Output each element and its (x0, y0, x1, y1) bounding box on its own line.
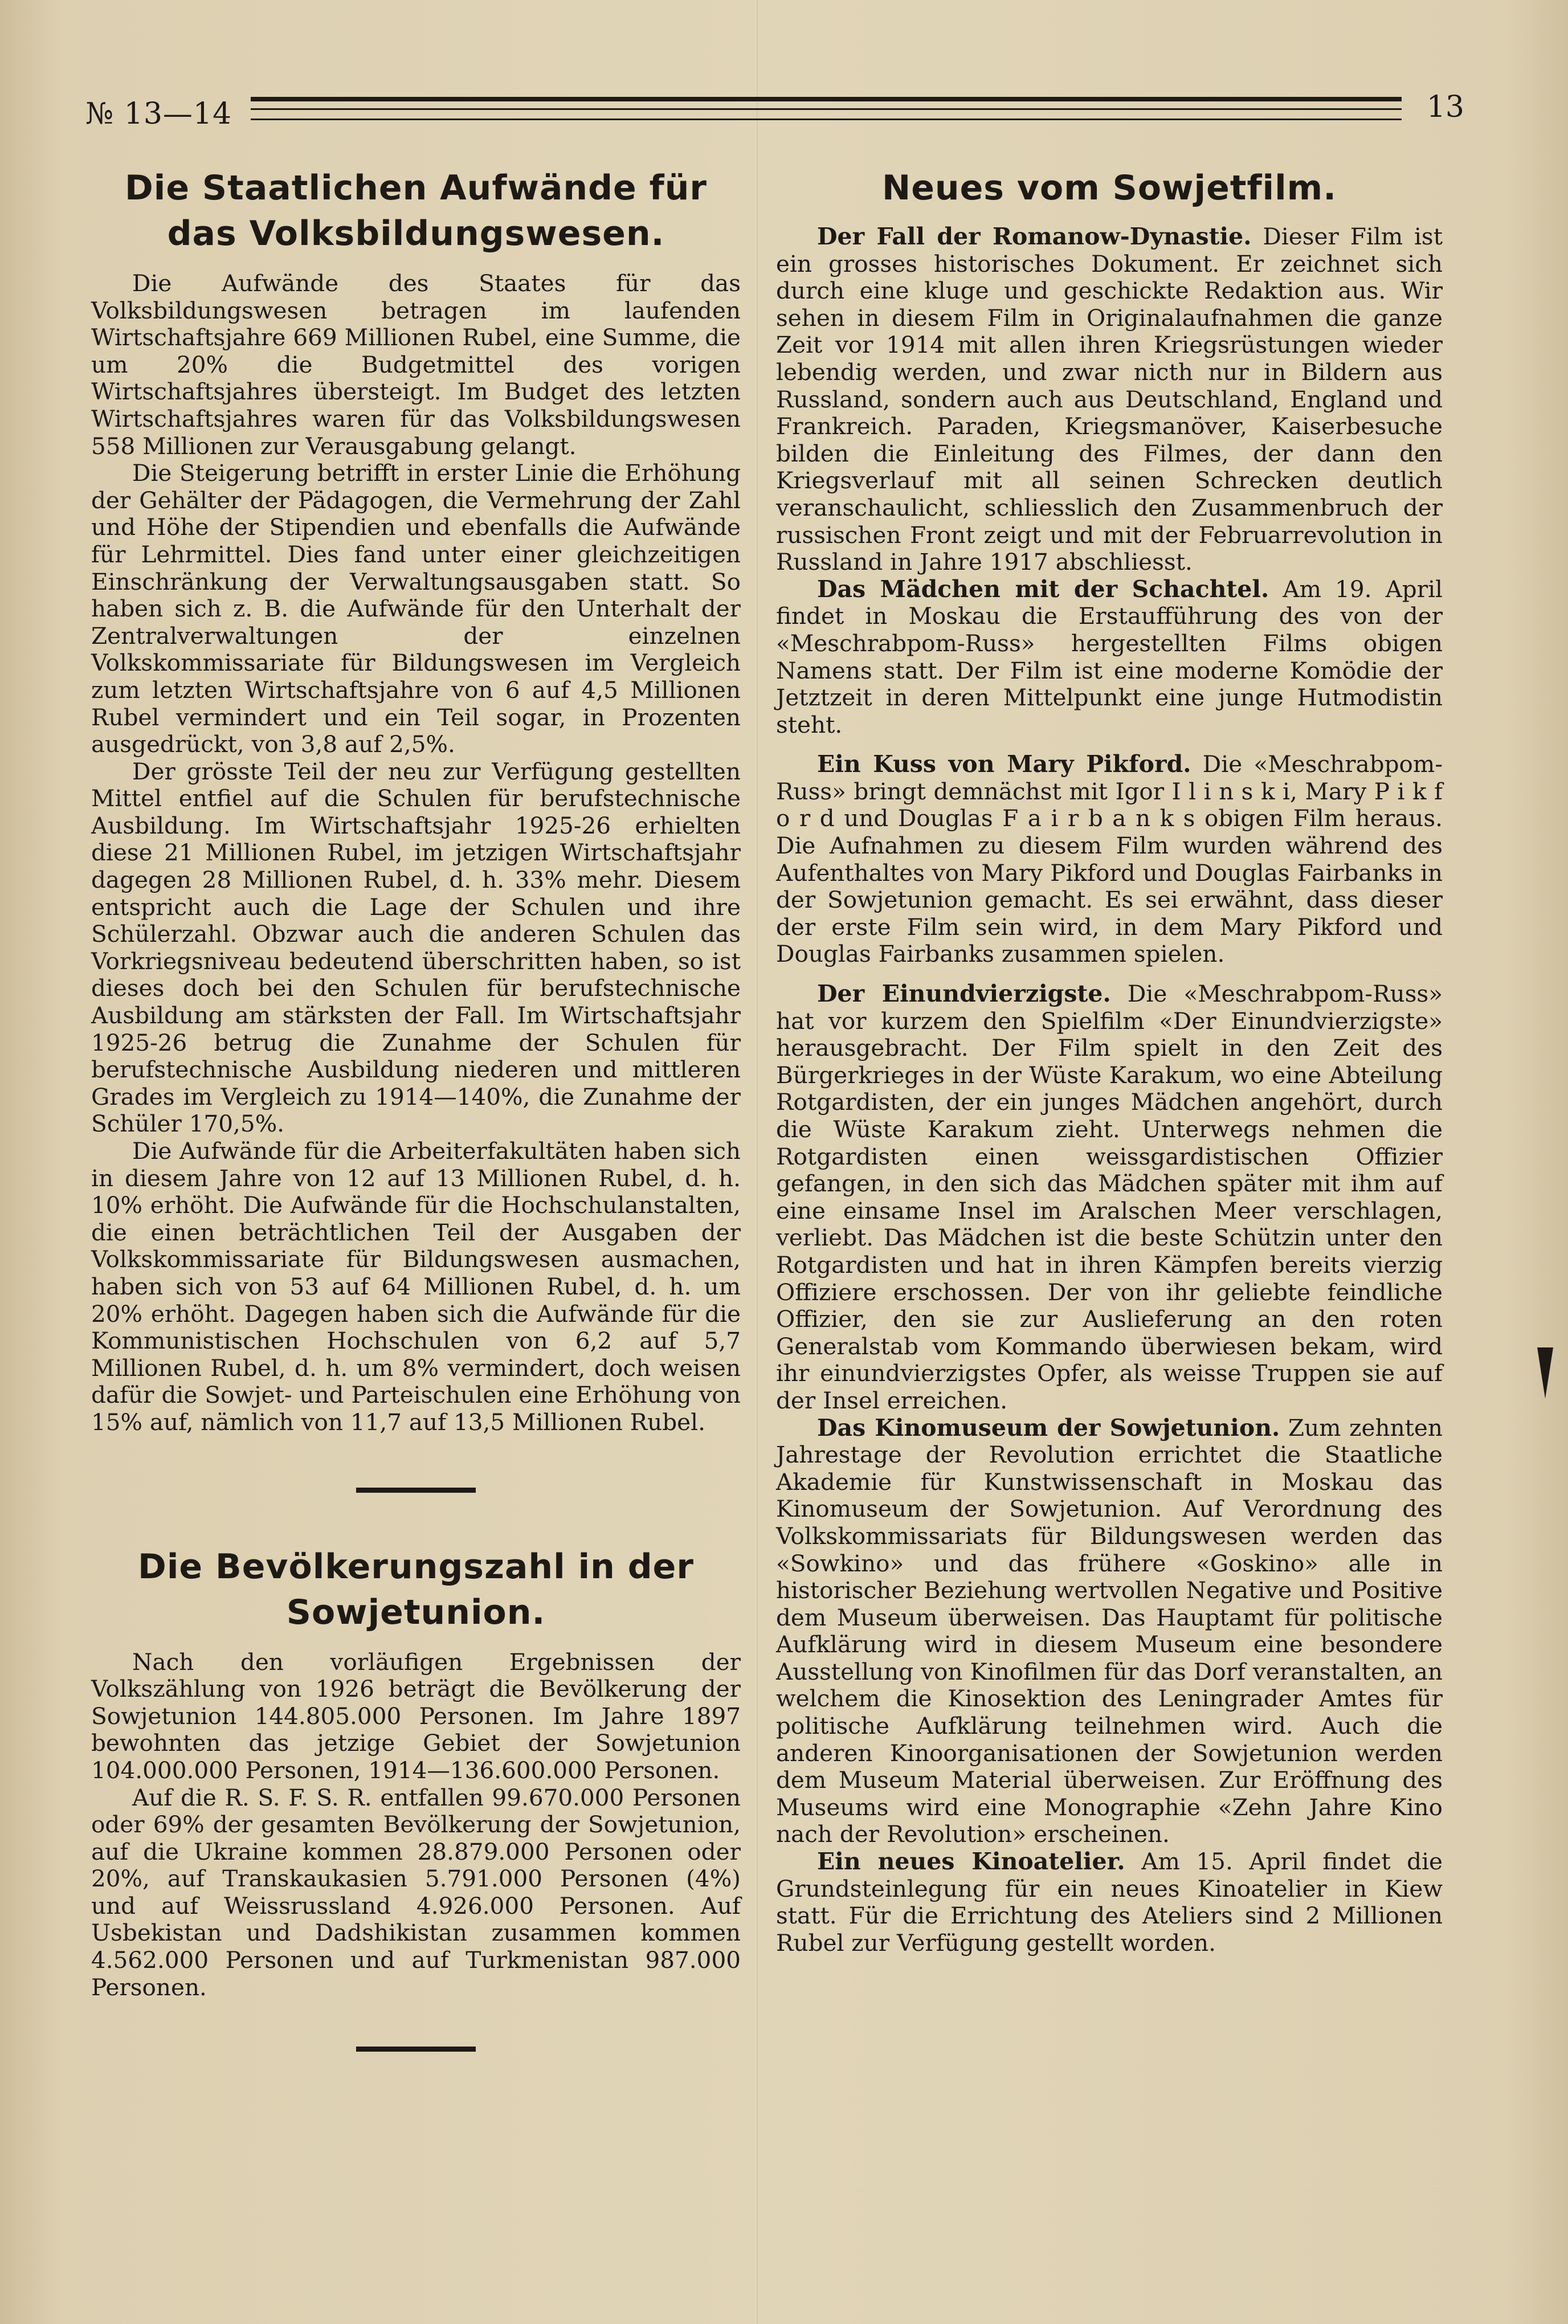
right-column (776, 165, 1443, 1957)
news-item-text: Die «Meschrabpom-Russ» hat vor kurzem den Spielfilm «Der Einundvierzigste» herausgebracht. Der Film spielt in den Zeit des Bürgerkrieges in der Wüste Karakum, wo eine Abteilung Rotgardisten, der ein junges Mädchen angehört, durch die Wüste Karakum zieht. Unterwegs nehmen die Rotgardisten einen weissgardistischen Offizier gefangen, in den sich das Mädchen später mit ihm auf eine einsame Insel im Aralschen Meer verschlagen, verliebt. Das Mädchen ist die beste Schützin unter den Rotgardisten und hat in ihren Kämpfen bereits vierzig Offiziere erschossen. Der von ihr geliebte feindliche Offizier, den sie zur Auslieferung an den roten Generalstab vom Kommando überwiesen bekam, wird ihr einundvierzigstes Opfer, als weisse Truppen sie auf der Insel erreichen. (776, 980, 1443, 1414)
news-item-text: Dieser Film ist ein grosses historisches Dokument. Er zeichnet sich durch eine kluge und geschickte Redaktion aus. Wir sehen in diesem Film in Originalaufnahmen die ganze Zeit vor 1914 mit allen ihren Kriegsrüstungen wieder lebendig werden, und zwar nicth nur in Bildern aus Russland, sondern auch aus Deutschland, England und Frankreich. Paraden, Kriegsmanöver, Kaiserbesuche bilden die Einleitung des Filmes, der dann den Kriegsverlauf mit all seinen Schrecken deutlich veranschaulicht, schliesslich den Zusammenbruch der russischen Front zeigt und mit der Februarrevolution in Russland in Jahre 1917 abschliesst. (776, 223, 1443, 576)
news-item (776, 751, 1443, 968)
left-column (91, 165, 741, 2052)
spacer (776, 738, 1443, 751)
article-title: Die Bevölkerungszahl in der Sowjetunion. (138, 1546, 694, 1632)
page-number: 13 (1426, 90, 1464, 124)
article-paragraph: Die Steigerung betrifft in erster Linie die Erhöhung der Gehälter der Pädagogen, die Vermehrung der Zahl und Höhe der Stipendien und ebenfalls die Aufwände für Lehrmittel. Dies fand unter einer gleichzeitigen Einschränkung der Verwaltungsausgaben statt. So haben sich z. B. die Aufwände für den Unterhalt der Zentralverwaltungen der einzelnen Volkskommissariate für Bildungswesen im Vergleich zum letzten Wirtschaftsjahre von 6 auf 4,5 Millionen Rubel vermindert und ein Teil sogar, in Prozenten ausgedrückt, von 3,8 auf 2,5%. (91, 459, 741, 758)
page-header (85, 85, 1464, 131)
news-item-lead: Ein Kuss von Mary Pikford. (817, 750, 1191, 778)
header-rule (251, 108, 1402, 110)
news-item (776, 981, 1443, 1415)
article-paragraph: Die Aufwände für die Arbeiterfakultäten haben sich in diesem Jahre von 12 auf 13 Millionen Rubel, d. h. 10% erhöht. Die Aufwände für die Hochschulanstalten, die einen beträchtlichen Teil der Ausgaben der Volkskommissariate für Bildungswesen ausmachen, haben sich von 53 auf 64 Millionen Rubel, d. h. um 20% erhöht. Dagegen haben sich die Aufwände für die Kommunistischen Hochschulen von 6,2 auf 5,7 Millionen Rubel, d. h. um 8% vermindert, doch weisen dafür die Sowjet- und Parteischulen eine Erhöhung von 15% auf, nämlich von 11,7 auf 13,5 Millionen Rubel. (91, 1137, 741, 1436)
article-paragraph: Auf die R. S. F. S. R. entfallen 99.670.000 Personen oder 69% der gesamten Bevölkerung der Sowjetunion, auf die Ukraine kommen 28.879.000 Personen oder 20%, auf Transkaukasien 5.791.000 Personen (4%) und auf Weissrussland 4.926.000 Personen. Auf Usbekistan und Dadshikistan zusammen kommen 4.562.000 Personen und auf Turkmenistan 987.000 Personen. (91, 1783, 741, 2001)
news-item-text: Die «Meschrabpom-Russ» bringt demnächst mit Igor I l i n s k i, Mary P i k f o r d und Douglas F a i r b a n k s obigen Film heraus. Die Aufnahmen zu diesem Film wurden während des Aufenthaltes von Mary Pikford und Douglas Fairbanks in der Sowjetunion gemacht. Es sei erwähnt, dass dieser der erste Film sein wird, in dem Mary Pikford und Douglas Fairbanks zusammen spielen. (776, 750, 1443, 968)
news-item (776, 1415, 1443, 1849)
spacer (776, 968, 1443, 981)
news-item-lead: Das Mädchen mit der Schachtel. (817, 575, 1269, 603)
news-item-lead: Das Kinomuseum der Sowjetunion. (817, 1414, 1280, 1441)
page-crease (757, 0, 758, 2324)
news-item (776, 223, 1443, 576)
article-paragraph: Die Aufwände des Staates für das Volksbildungswesen betragen im laufenden Wirtschaftsjahre 669 Millionen Rubel, eine Summe, die um 20% die Budgetmittel des vorigen Wirtschaftsjahres übersteigt. Im Budget des letzten Wirtschaftsjahres waren für das Volksbildungswesen 558 Millionen zur Verausgabung gelangt. (91, 269, 741, 460)
news-item-lead: Ein neues Kinoatelier. (817, 1848, 1125, 1876)
issue-number: № 13—14 (85, 97, 232, 131)
news-item-text: Zum zehnten Jahrestage der Revolution errichtet die Staatliche Akademie für Kunstwissenschaft in Moskau das Kinomuseum der Sowjetunion. Auf Verordnung des Volkskommissariats für Bildungswesen werden das «Sowkino» und das frühere «Goskino» alle in historischer Beziehung wertvollen Negative und Positive dem Museum überweisen. Das Hauptamt für politische Aufklärung wird in diesem Museum eine besondere Ausstellung von Kinofilmen für das Dorf veranstalten, an welchem die Kinosektion des Leningrader Amtes für politische Aufklärung teilnehmen wird. Auch die anderen Kinoorganisationen der Sowjetunion werden dem Museum Material überweisen. Zur Eröffnung des Museums wird eine Monographie «Zehn Jahre Kino nach der Revolution» erscheinen. (776, 1414, 1443, 1848)
news-item (776, 1848, 1443, 1957)
margin-mark (1537, 1347, 1553, 1399)
article-separator (356, 1488, 476, 1493)
article-title: Die Staatlichen Aufwände für das Volksbildungswesen. (124, 168, 708, 254)
section-title: Neues vom Sowjetfilm. (881, 168, 1337, 208)
header-rule (251, 97, 1402, 101)
news-item-text: Am 15. April findet die Grundsteinlegung für ein neues Kinoatelier in Kiew statt. Für die Errichtung des Ateliers sind 2 Millionen Rubel zur Verfügung gestellt worden. (776, 1848, 1443, 1957)
article-separator (356, 2047, 476, 2052)
news-item-text: Am 19. April findet in Moskau die Erstaufführung des von der «Meschrabpom-Russ» hergestellten Films obigen Namens statt. Der Film ist eine moderne Komödie der Jetztzeit in deren Mittelpunkt eine junge Hutmodistin steht. (776, 575, 1443, 738)
news-item-lead: Der Fall der Romanow-Dynastie. (817, 223, 1252, 250)
news-item (776, 576, 1443, 739)
article-paragraph: Der grösste Teil der neu zur Verfügung gestellten Mittel entfiel auf die Schulen für berufstechnische Ausbildung. Im Wirtschaftsjahr 1925-26 erhielten diese 21 Millionen Rubel, im jetzigen Wirtschaftsjahr dagegen 28 Millionen Rubel, d. h. 33% mehr. Diesem entspricht auch die Lage der Schulen und ihre Schülerzahl. Obzwar auch die anderen Schulen das Vorkriegsniveau bedeutend überschritten haben, so ist dieses doch bei den Schulen für berufstechnische Ausbildung am stärksten der Fall. Im Wirtschaftsjahr 1925-26 betrug die Zunahme der Schulen für berufstechnische Ausbildung niederen und mittleren Grades im Vergleich zu 1914—140%, die Zunahme der Schüler 170,5%. (91, 757, 741, 1138)
header-rule (251, 119, 1402, 120)
news-item-lead: Der Einundvierzigste. (817, 980, 1111, 1008)
article-paragraph: Nach den vorläufigen Ergebnissen der Volkszählung von 1926 beträgt die Bevölkerung der Sowjetunion 144.805.000 Personen. Im Jahre 1897 bewohnten das jetzige Gebiet der Sowjetunion 104.000.000 Personen, 1914—136.600.000 Personen. (91, 1648, 741, 1784)
